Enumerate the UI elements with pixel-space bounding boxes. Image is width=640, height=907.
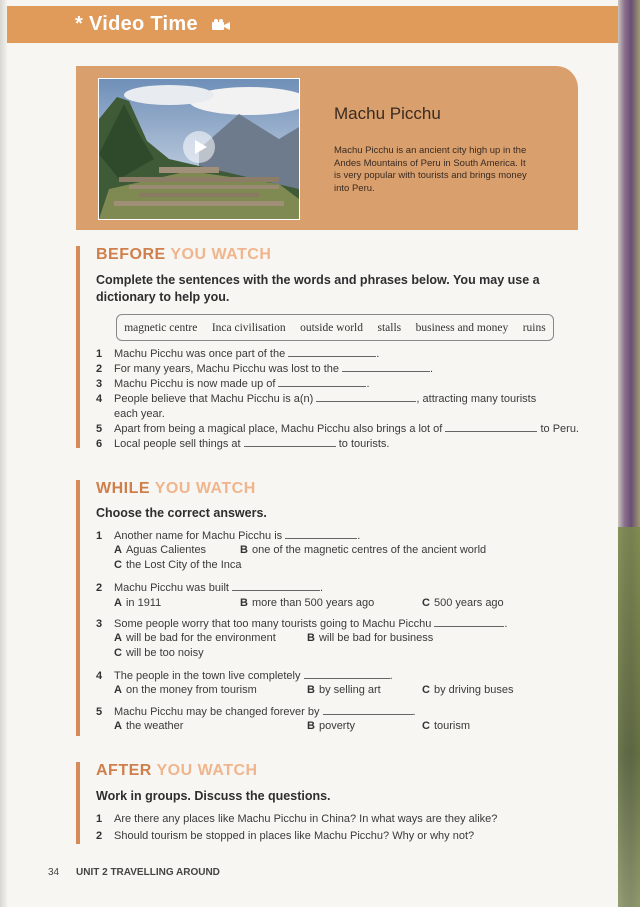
word-item: outside world (300, 321, 364, 334)
answer-blank[interactable] (285, 529, 357, 539)
section-title: * Video Time (75, 13, 230, 36)
answer-blank[interactable] (278, 377, 366, 387)
section-header-bar (7, 6, 618, 43)
answer-blank[interactable] (288, 347, 376, 357)
after-section-bar (76, 762, 80, 844)
feature-description: Machu Picchu is an ancient city high up in the Andes Mountains of Peru in South America. It is very popular with tourists and brings money into Peru. (334, 145, 527, 194)
before-item: 3 Machu Picchu is now made up of . (96, 378, 370, 390)
word-item: ruins (522, 321, 546, 334)
feature-title: Machu Picchu (334, 104, 441, 123)
before-item: 1 Machu Picchu was once part of the . (96, 348, 380, 360)
answer-blank[interactable] (434, 617, 504, 627)
option-b[interactable]: B by selling art (307, 684, 381, 696)
question: 4 The people in the town live completely . (96, 670, 393, 682)
answer-blank[interactable] (232, 581, 320, 591)
after-heading: AFTER YOU WATCH (96, 762, 258, 779)
option-c[interactable]: C tourism (422, 720, 471, 732)
option-c[interactable]: C 500 years ago (422, 597, 504, 609)
question: 3 Some people worry that too many tourists going to Machu Picchu . (96, 618, 508, 630)
option-a[interactable]: A the weather (114, 720, 184, 732)
while-section-bar (76, 480, 80, 736)
before-heading: BEFORE YOU WATCH (96, 246, 272, 263)
option-c[interactable]: C by driving buses (422, 684, 514, 696)
question: 5 Machu Picchu may be changed forever by . (96, 706, 416, 718)
page-binding-edge (0, 0, 7, 907)
page-number: 34 (48, 867, 60, 878)
video-camera-icon (212, 19, 230, 31)
answer-blank[interactable] (445, 422, 537, 432)
word-box (116, 314, 554, 341)
word-item: Inca civilisation (211, 321, 286, 334)
option-a[interactable]: A in 1911 (114, 597, 162, 609)
option-b[interactable]: B poverty (307, 720, 356, 732)
option-b[interactable]: B one of the magnetic centres of the ancient world (240, 544, 487, 556)
before-item: 6 Local people sell things at to tourists. (96, 438, 390, 450)
option-b[interactable]: B will be bad for business (307, 632, 434, 644)
answer-blank[interactable] (316, 392, 416, 402)
machu-picchu-video-thumbnail[interactable] (98, 78, 300, 220)
before-section-bar (76, 246, 80, 448)
while-instruction: Choose the correct answers. (96, 506, 267, 520)
next-page-edge (618, 0, 640, 907)
while-heading: WHILE YOU WATCH (96, 480, 256, 497)
discussion-question: 1 Are there any places like Machu Picchu in China? In what ways are they alike? (96, 813, 498, 825)
play-icon[interactable] (183, 131, 215, 163)
option-b[interactable]: B more than 500 years ago (240, 597, 375, 609)
answer-blank[interactable] (323, 705, 413, 715)
question: 2 Machu Picchu was built . (96, 582, 324, 594)
before-item: 4 People believe that Machu Picchu is a(n) , attracting many tourists each year. (96, 393, 537, 420)
discussion-question: 2 Should tourism be stopped in places like Machu Picchu? Why or why not? (96, 830, 475, 842)
before-item: 2 For many years, Machu Picchu was lost to the . (96, 363, 434, 375)
question: 1 Another name for Machu Picchu is . (96, 530, 361, 542)
option-a[interactable]: A on the money from tourism (114, 684, 257, 696)
word-item: stalls (377, 321, 402, 334)
after-instruction: Work in groups. Discuss the questions. (96, 789, 331, 803)
option-c[interactable]: C the Lost City of the Inca (114, 559, 242, 571)
unit-label: UNIT 2 TRAVELLING AROUND (76, 867, 220, 878)
answer-blank[interactable] (244, 437, 336, 447)
before-item: 5 Apart from being a magical place, Machu Picchu also brings a lot of to Peru. (96, 423, 579, 435)
option-c[interactable]: C will be too noisy (114, 647, 204, 659)
video-feature-card (76, 66, 578, 230)
answer-blank[interactable] (342, 362, 430, 372)
option-a[interactable]: A will be bad for the environment (114, 632, 276, 644)
answer-blank[interactable] (304, 669, 390, 679)
before-instruction: Complete the sentences with the words and phrases below. You may use a dictionary to help you. (96, 273, 540, 304)
word-item: business and money (415, 321, 509, 334)
option-a[interactable]: A Aguas Calientes (114, 544, 207, 556)
next-page-photo-edge (618, 527, 640, 907)
word-item: magnetic centre (124, 321, 198, 334)
